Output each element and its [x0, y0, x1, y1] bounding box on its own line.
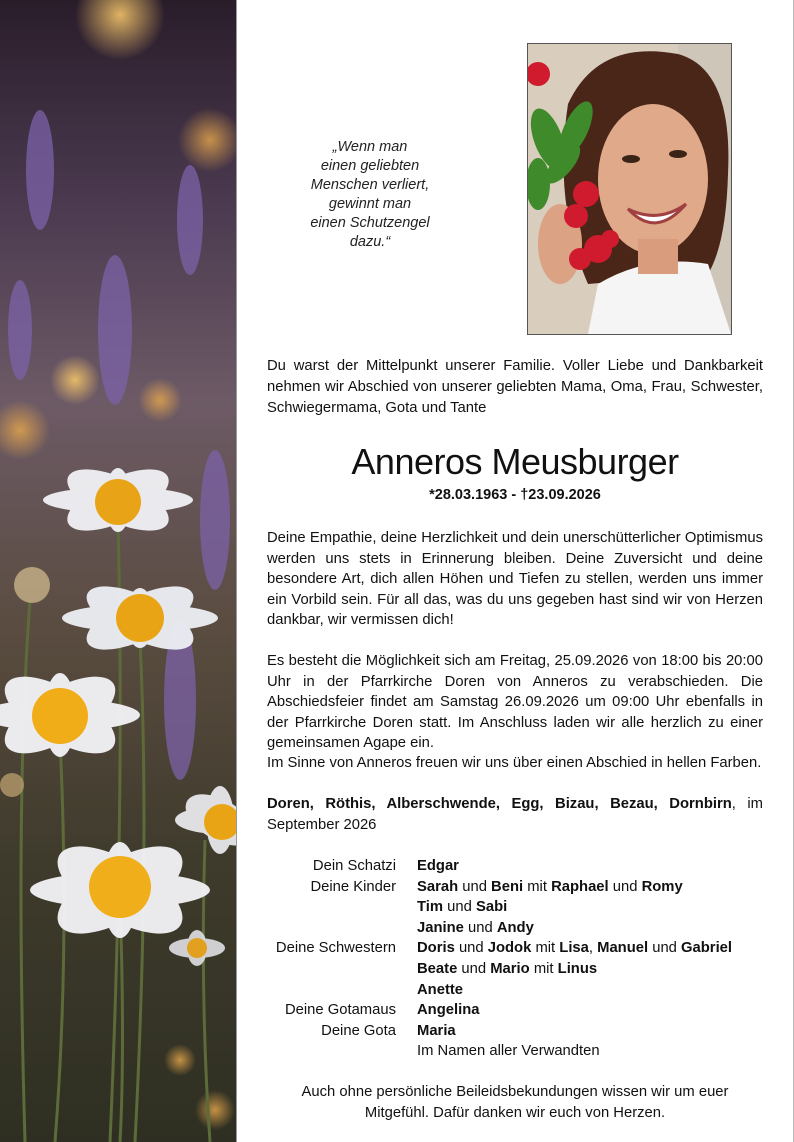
mourner-relation	[267, 1041, 417, 1062]
tribute-paragraph: Deine Empathie, deine Herzlichkeit und dein unerschütterlicher Optimismus werden uns stets in Erinnerung bleiben. Deine Zuversicht und deine besondere Art, dich allen Höhen und Tiefen zu stellen, werden uns immer ein Vorbild sein. Für all das, was du uns gegeben hast sind wir von Herzen dankbar, wir vermissen dich!	[267, 530, 763, 629]
mourner-row	[267, 918, 767, 939]
mourner-names: Maria	[417, 1022, 456, 1039]
mourner-names: Im Namen aller Verwandten	[417, 1043, 600, 1060]
mourner-relation	[267, 897, 417, 918]
mourner-relation: Deine Gota	[321, 1022, 396, 1039]
mourner-relation	[267, 980, 417, 1001]
mourner-names: Beate und Mario mit Linus	[417, 960, 598, 977]
mourner-row	[267, 1041, 767, 1062]
memorial-quote: „Wenn man einen geliebten Menschen verliert, gewinnt man einen Schutzengel dazu.“	[310, 139, 430, 250]
closing-text: Auch ohne persönliche Beileidsbekundungen wissen wir um euer Mitgefühl. Dafür danken wir euch von Herzen.	[301, 1084, 729, 1121]
mourner-relation	[267, 959, 417, 980]
notice-date: , im September 2026	[267, 796, 763, 833]
mourner-names: Janine und Andy	[417, 919, 534, 936]
mourner-names: Tim und Sabi	[417, 899, 508, 916]
mourner-names: Angelina	[417, 1002, 480, 1019]
mourner-row	[267, 877, 767, 898]
mourner-relation: Deine Kinder	[310, 878, 396, 895]
portrait-photo	[527, 43, 732, 335]
flower-meadow-image	[0, 0, 237, 1142]
mourner-row	[267, 897, 767, 918]
mourner-relation: Deine Gotamaus	[284, 1002, 396, 1019]
mourner-row	[267, 1021, 767, 1042]
portrait-illustration	[528, 44, 731, 334]
mourners-list	[267, 856, 767, 1062]
farewell-details-paragraph: Es besteht die Möglichkeit sich am Freitag, 25.09.2026 von 18:00 bis 20:00 Uhr in der Pfarrkirche Doren von Anneros zu verabschieden. Die Abschiedsfeier findet am Samstag 26.09.2026 um 09:00 Uhr ebenfalls in der Pfarrkirche Doren statt. Im Anschluss laden wir alle herzlich zu einer gemeinsamen Agape ein.	[267, 653, 763, 752]
life-dates: *28.03.1963 - †23.09.2026	[429, 487, 601, 503]
mourner-relation: Deine Schwestern	[275, 940, 396, 957]
daisy-lavender-illustration	[0, 0, 237, 1142]
mourner-names: Anette	[417, 981, 464, 998]
intro-text: Du warst der Mittelpunkt unserer Familie. Voller Liebe und Dankbarkeit nehmen wir Abschied von unserer geliebten Mama, Oma, Frau, Schwester, Schwiegermama, Gota und Tante	[267, 358, 763, 416]
mourner-relation	[267, 918, 417, 939]
mourner-relation: Dein Schatzi	[312, 858, 396, 874]
mourner-names: Edgar	[417, 858, 459, 874]
deceased-name: Anneros Meusburger	[351, 441, 679, 482]
mourner-row	[267, 980, 767, 1001]
mourner-row	[267, 1000, 767, 1021]
bright-colors-note: Im Sinne von Anneros freuen wir uns über einen Abschied in hellen Farben.	[267, 755, 762, 771]
places-and-date	[267, 794, 763, 836]
mourner-names: Sarah und Beni mit Raphael und Romy	[417, 878, 683, 895]
mourner-row	[267, 959, 767, 980]
mourner-row	[267, 938, 767, 959]
mourner-names: Doris und Jodok mit Lisa, Manuel und Gabriel	[417, 940, 733, 957]
mourner-row	[267, 856, 767, 877]
places-list: Doren, Röthis, Alberschwende, Egg, Bizau, Bezau, Dornbirn	[267, 796, 732, 812]
